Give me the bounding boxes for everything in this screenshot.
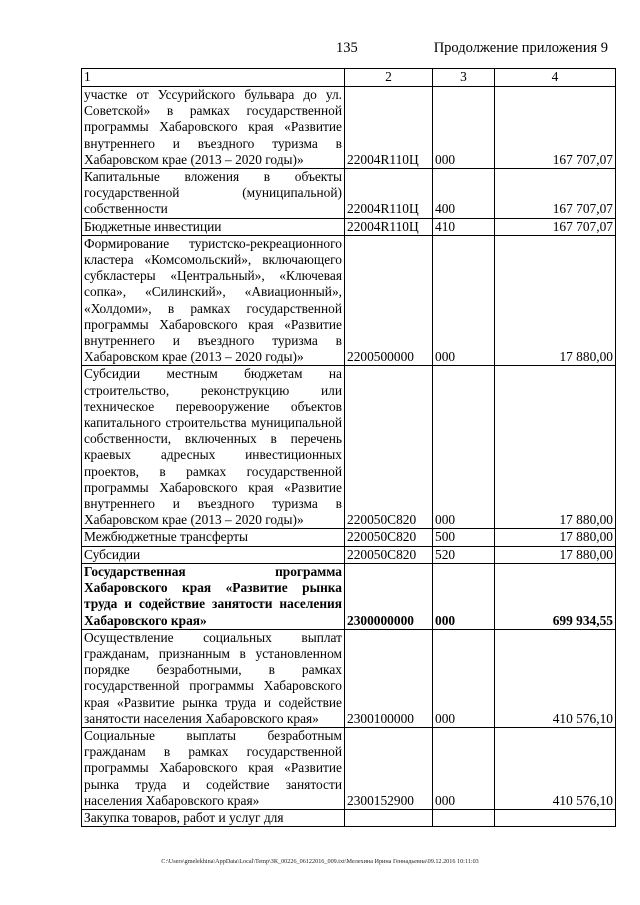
row-name-cell: участке от Уссурийского бульвара до ул. Советской» в рамках государственной программы Хабаровского края «Развитие внутреннего и въездного туризма в Хабаровском крае (2013 – 2020 годы)» bbox=[82, 87, 345, 169]
row-sum-cell: 17 880,00 bbox=[495, 529, 616, 546]
table-row bbox=[82, 529, 616, 546]
row-sum-cell: 410 576,10 bbox=[495, 727, 616, 809]
row-name-cell: Закупка товаров, работ и услуг для bbox=[82, 809, 345, 826]
row-name-cell: Формирование туристско-рекреационного кластера «Комсомольский», включающего субкластеры «Центральный», «Ключевая сопка», «Силинский», «Авиационный», «Холдоми», в рамках государственной программы Хабаровского края «Развитие внутреннего и въездного туризма в Хабаровском крае (2013 – 2020 годы)» bbox=[82, 235, 345, 366]
table-row bbox=[82, 809, 616, 826]
budget-table bbox=[81, 68, 616, 827]
row-code-cell: 22004R110Ц bbox=[345, 218, 433, 235]
table-row bbox=[82, 87, 616, 169]
table-row bbox=[82, 366, 616, 529]
row-kvr-cell: 000 bbox=[433, 366, 495, 529]
table-row bbox=[82, 629, 616, 727]
column-header-3: 3 bbox=[433, 69, 495, 87]
row-name-cell: Осуществление социальных выплат гражданам, признанным в установленном порядке безработными, в рамках государственной программы Хабаровского края «Развитие рынка труда и содействие занятости населения Хабаровского края» bbox=[82, 629, 345, 727]
row-kvr-cell: 500 bbox=[433, 529, 495, 546]
row-name-cell: Субсидии местным бюджетам на строительство, реконструкцию или техническое перевооружение объектов капитального строительства муниципальной собственности, включенных в перечень краевых адресных инвестиционных проектов, в рамках государственной программы Хабаровского края «Развитие внутреннего и въездного туризма в Хабаровском крае (2013 – 2020 годы)» bbox=[82, 366, 345, 529]
table-body bbox=[82, 87, 616, 827]
row-code-cell: 22004R110Ц bbox=[345, 169, 433, 219]
table-row bbox=[82, 727, 616, 809]
row-kvr-cell: 000 bbox=[433, 629, 495, 727]
row-name-cell: Социальные выплаты безработным гражданам в рамках государственной программы Хабаровского края «Развитие рынка труда и содействие занятости населения Хабаровского края» bbox=[82, 727, 345, 809]
row-kvr-cell: 000 bbox=[433, 87, 495, 169]
row-code-cell: 220050С820 bbox=[345, 366, 433, 529]
appendix-caption: Продолжение приложения 9 bbox=[433, 40, 608, 56]
row-name-cell: Межбюджетные трансферты bbox=[82, 529, 345, 546]
row-code-cell bbox=[345, 809, 433, 826]
row-code-cell: 2300152900 bbox=[345, 727, 433, 809]
row-sum-cell: 17 880,00 bbox=[495, 546, 616, 563]
row-name-cell: Субсидии bbox=[82, 546, 345, 563]
row-code-cell: 2300100000 bbox=[345, 629, 433, 727]
row-sum-cell: 17 880,00 bbox=[495, 235, 616, 366]
row-code-cell: 2300000000 bbox=[345, 563, 433, 629]
row-sum-cell: 17 880,00 bbox=[495, 366, 616, 529]
table-row bbox=[82, 546, 616, 563]
row-kvr-cell: 410 bbox=[433, 218, 495, 235]
row-kvr-cell: 520 bbox=[433, 546, 495, 563]
row-code-cell: 220050С820 bbox=[345, 529, 433, 546]
row-kvr-cell: 400 bbox=[433, 169, 495, 219]
table-row bbox=[82, 563, 616, 629]
row-sum-cell: 699 934,55 bbox=[495, 563, 616, 629]
row-sum-cell: 167 707,07 bbox=[495, 218, 616, 235]
row-kvr-cell: 000 bbox=[433, 727, 495, 809]
column-header-1: 1 bbox=[82, 69, 345, 87]
row-name-cell: Капитальные вложения в объекты государственной (муниципальной) собственности bbox=[82, 169, 345, 219]
row-code-cell: 22004R110Ц bbox=[345, 87, 433, 169]
table-row bbox=[82, 218, 616, 235]
row-code-cell: 220050С820 bbox=[345, 546, 433, 563]
row-sum-cell bbox=[495, 809, 616, 826]
table-row bbox=[82, 235, 616, 366]
column-header-4: 4 bbox=[495, 69, 616, 87]
table-row bbox=[82, 169, 616, 219]
row-sum-cell: 167 707,07 bbox=[495, 87, 616, 169]
row-code-cell: 2200500000 bbox=[345, 235, 433, 366]
row-kvr-cell: 000 bbox=[433, 563, 495, 629]
row-kvr-cell bbox=[433, 809, 495, 826]
row-kvr-cell: 000 bbox=[433, 235, 495, 366]
row-sum-cell: 410 576,10 bbox=[495, 629, 616, 727]
page-header bbox=[0, 40, 640, 60]
row-name-cell: Государственная программа Хабаровского края «Развитие рынка труда и содействие занятости населения Хабаровского края» bbox=[82, 563, 345, 629]
row-sum-cell: 167 707,07 bbox=[495, 169, 616, 219]
row-name-cell: Бюджетные инвестиции bbox=[82, 218, 345, 235]
page-number: 135 bbox=[336, 40, 358, 56]
column-header-2: 2 bbox=[345, 69, 433, 87]
table-header-row bbox=[82, 69, 616, 87]
footer-file-path: C:\Users\gmelekhina\AppData\Local\Temp\ЗК_00226_06122016_009.txt\Мелехина Ирина Геннадьевна\09.12.2016 10:11:03 bbox=[161, 858, 479, 865]
